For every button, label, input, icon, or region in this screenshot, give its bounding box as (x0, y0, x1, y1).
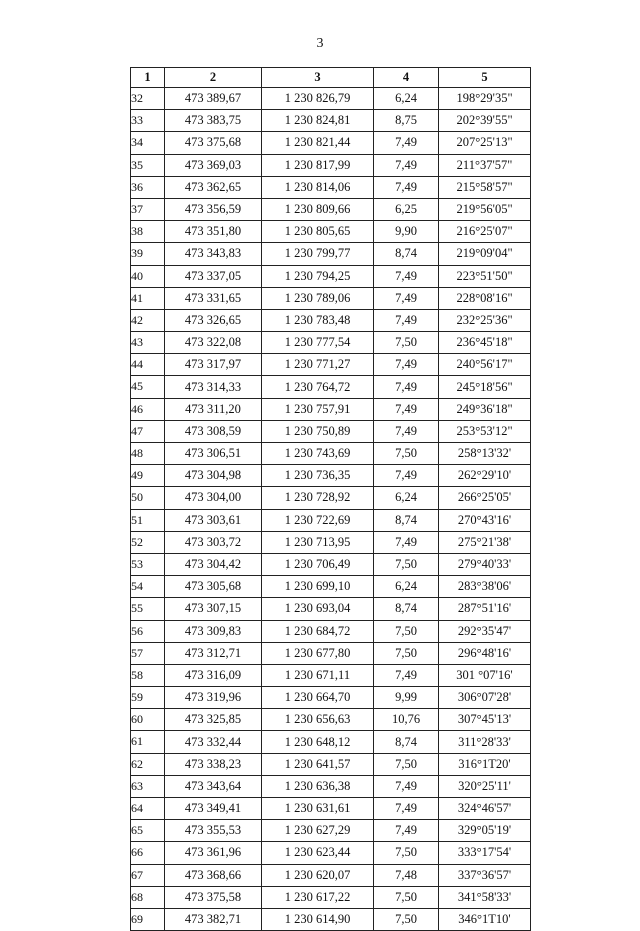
x-coordinate-cell: 473 332,44 (165, 731, 262, 753)
distance-cell: 7,49 (374, 354, 439, 376)
bearing-cell: 258°13'32' (439, 443, 531, 465)
x-coordinate-cell: 473 337,05 (165, 265, 262, 287)
y-coordinate-cell: 1 230 817,99 (262, 154, 374, 176)
table-row (131, 886, 531, 908)
distance-cell: 7,50 (374, 842, 439, 864)
distance-cell: 7,50 (374, 753, 439, 775)
y-coordinate-cell: 1 230 777,54 (262, 332, 374, 354)
x-coordinate-cell: 473 319,96 (165, 687, 262, 709)
point-number-cell: 37 (131, 198, 165, 220)
table-row (131, 553, 531, 575)
table-row (131, 287, 531, 309)
bearing-cell: 275°21'38' (439, 531, 531, 553)
point-number-cell: 32 (131, 88, 165, 110)
table-row (131, 753, 531, 775)
column-header-2: 2 (165, 68, 262, 88)
y-coordinate-cell: 1 230 821,44 (262, 132, 374, 154)
x-coordinate-cell: 473 326,65 (165, 309, 262, 331)
bearing-cell: 307°45'13' (439, 709, 531, 731)
y-coordinate-cell: 1 230 789,06 (262, 287, 374, 309)
point-number-cell: 52 (131, 531, 165, 553)
bearing-cell: 262°29'10' (439, 465, 531, 487)
distance-cell: 7,50 (374, 886, 439, 908)
table-row (131, 709, 531, 731)
bearing-cell: 219°09'04" (439, 243, 531, 265)
table-row (131, 842, 531, 864)
distance-cell: 7,49 (374, 420, 439, 442)
point-number-cell: 60 (131, 709, 165, 731)
y-coordinate-cell: 1 230 636,38 (262, 775, 374, 797)
table-row (131, 420, 531, 442)
distance-cell: 7,50 (374, 332, 439, 354)
distance-cell: 7,49 (374, 176, 439, 198)
y-coordinate-cell: 1 230 656,63 (262, 709, 374, 731)
y-coordinate-cell: 1 230 664,70 (262, 687, 374, 709)
distance-cell: 7,49 (374, 398, 439, 420)
point-number-cell: 62 (131, 753, 165, 775)
x-coordinate-cell: 473 382,71 (165, 908, 262, 930)
table-row (131, 376, 531, 398)
point-number-cell: 41 (131, 287, 165, 309)
column-header-5: 5 (439, 68, 531, 88)
x-coordinate-cell: 473 314,33 (165, 376, 262, 398)
point-number-cell: 56 (131, 620, 165, 642)
distance-cell: 7,49 (374, 798, 439, 820)
distance-cell: 7,50 (374, 620, 439, 642)
table-row (131, 265, 531, 287)
x-coordinate-cell: 473 375,68 (165, 132, 262, 154)
y-coordinate-cell: 1 230 757,91 (262, 398, 374, 420)
point-number-cell: 43 (131, 332, 165, 354)
bearing-cell: 324°46'57' (439, 798, 531, 820)
x-coordinate-cell: 473 304,42 (165, 553, 262, 575)
point-number-cell: 61 (131, 731, 165, 753)
point-number-cell: 53 (131, 553, 165, 575)
table-row (131, 221, 531, 243)
x-coordinate-cell: 473 304,98 (165, 465, 262, 487)
x-coordinate-cell: 473 368,66 (165, 864, 262, 886)
point-number-cell: 50 (131, 487, 165, 509)
bearing-cell: 198°29'35" (439, 88, 531, 110)
bearing-cell: 306°07'28' (439, 687, 531, 709)
y-coordinate-cell: 1 230 631,61 (262, 798, 374, 820)
distance-cell: 7,49 (374, 287, 439, 309)
y-coordinate-cell: 1 230 684,72 (262, 620, 374, 642)
bearing-cell: 283°38'06' (439, 576, 531, 598)
table-row (131, 110, 531, 132)
table-row (131, 664, 531, 686)
bearing-cell: 249°36'18" (439, 398, 531, 420)
distance-cell: 7,48 (374, 864, 439, 886)
column-header-3: 3 (262, 68, 374, 88)
point-number-cell: 36 (131, 176, 165, 198)
distance-cell: 7,49 (374, 664, 439, 686)
distance-cell: 7,50 (374, 642, 439, 664)
table-row (131, 864, 531, 886)
coordinates-table (130, 67, 531, 931)
x-coordinate-cell: 473 307,15 (165, 598, 262, 620)
x-coordinate-cell: 473 304,00 (165, 487, 262, 509)
x-coordinate-cell: 473 343,83 (165, 243, 262, 265)
distance-cell: 6,25 (374, 198, 439, 220)
distance-cell: 9,90 (374, 221, 439, 243)
table-row (131, 443, 531, 465)
point-number-cell: 67 (131, 864, 165, 886)
distance-cell: 9,99 (374, 687, 439, 709)
x-coordinate-cell: 473 303,61 (165, 509, 262, 531)
distance-cell: 7,49 (374, 376, 439, 398)
table-row (131, 88, 531, 110)
table-row (131, 731, 531, 753)
point-number-cell: 47 (131, 420, 165, 442)
point-number-cell: 54 (131, 576, 165, 598)
y-coordinate-cell: 1 230 671,11 (262, 664, 374, 686)
table-body (131, 88, 531, 931)
y-coordinate-cell: 1 230 814,06 (262, 176, 374, 198)
bearing-cell: 279°40'33' (439, 553, 531, 575)
y-coordinate-cell: 1 230 743,69 (262, 443, 374, 465)
table-row (131, 332, 531, 354)
table-row (131, 598, 531, 620)
distance-cell: 8,74 (374, 731, 439, 753)
table-row (131, 154, 531, 176)
column-header-1: 1 (131, 68, 165, 88)
bearing-cell: 215°58'57" (439, 176, 531, 198)
table-row (131, 132, 531, 154)
bearing-cell: 320°25'11' (439, 775, 531, 797)
point-number-cell: 49 (131, 465, 165, 487)
table-row (131, 243, 531, 265)
bearing-cell: 292°35'47' (439, 620, 531, 642)
table-row (131, 620, 531, 642)
point-number-cell: 63 (131, 775, 165, 797)
distance-cell: 7,49 (374, 820, 439, 842)
point-number-cell: 33 (131, 110, 165, 132)
table-header-row (131, 68, 531, 88)
bearing-cell: 287°51'16' (439, 598, 531, 620)
x-coordinate-cell: 473 349,41 (165, 798, 262, 820)
y-coordinate-cell: 1 230 794,25 (262, 265, 374, 287)
distance-cell: 7,49 (374, 132, 439, 154)
bearing-cell: 207°25'13" (439, 132, 531, 154)
x-coordinate-cell: 473 316,09 (165, 664, 262, 686)
distance-cell: 7,49 (374, 465, 439, 487)
point-number-cell: 69 (131, 908, 165, 930)
table-row (131, 198, 531, 220)
y-coordinate-cell: 1 230 693,04 (262, 598, 374, 620)
bearing-cell: 236°45'18" (439, 332, 531, 354)
table-row (131, 176, 531, 198)
bearing-cell: 219°56'05" (439, 198, 531, 220)
bearing-cell: 228°08'16" (439, 287, 531, 309)
point-number-cell: 38 (131, 221, 165, 243)
y-coordinate-cell: 1 230 722,69 (262, 509, 374, 531)
x-coordinate-cell: 473 369,03 (165, 154, 262, 176)
x-coordinate-cell: 473 356,59 (165, 198, 262, 220)
table-row (131, 309, 531, 331)
point-number-cell: 65 (131, 820, 165, 842)
y-coordinate-cell: 1 230 617,22 (262, 886, 374, 908)
y-coordinate-cell: 1 230 805,65 (262, 221, 374, 243)
point-number-cell: 34 (131, 132, 165, 154)
distance-cell: 8,74 (374, 509, 439, 531)
y-coordinate-cell: 1 230 641,57 (262, 753, 374, 775)
x-coordinate-cell: 473 325,85 (165, 709, 262, 731)
y-coordinate-cell: 1 230 826,79 (262, 88, 374, 110)
distance-cell: 7,49 (374, 265, 439, 287)
bearing-cell: 270°43'16' (439, 509, 531, 531)
bearing-cell: 223°51'50" (439, 265, 531, 287)
point-number-cell: 64 (131, 798, 165, 820)
x-coordinate-cell: 473 303,72 (165, 531, 262, 553)
x-coordinate-cell: 473 306,51 (165, 443, 262, 465)
x-coordinate-cell: 473 375,58 (165, 886, 262, 908)
bearing-cell: 337°36'57' (439, 864, 531, 886)
point-number-cell: 58 (131, 664, 165, 686)
bearing-cell: 316°1T20' (439, 753, 531, 775)
point-number-cell: 57 (131, 642, 165, 664)
point-number-cell: 68 (131, 886, 165, 908)
point-number-cell: 48 (131, 443, 165, 465)
point-number-cell: 66 (131, 842, 165, 864)
bearing-cell: 253°53'12" (439, 420, 531, 442)
bearing-cell: 232°25'36" (439, 309, 531, 331)
distance-cell: 8,75 (374, 110, 439, 132)
distance-cell: 6,24 (374, 88, 439, 110)
y-coordinate-cell: 1 230 799,77 (262, 243, 374, 265)
bearing-cell: 346°1T10' (439, 908, 531, 930)
table-row (131, 798, 531, 820)
x-coordinate-cell: 473 312,71 (165, 642, 262, 664)
y-coordinate-cell: 1 230 764,72 (262, 376, 374, 398)
table-row (131, 531, 531, 553)
bearing-cell: 333°17'54' (439, 842, 531, 864)
x-coordinate-cell: 473 322,08 (165, 332, 262, 354)
x-coordinate-cell: 473 361,96 (165, 842, 262, 864)
y-coordinate-cell: 1 230 706,49 (262, 553, 374, 575)
y-coordinate-cell: 1 230 771,27 (262, 354, 374, 376)
distance-cell: 7,49 (374, 154, 439, 176)
distance-cell: 7,50 (374, 443, 439, 465)
x-coordinate-cell: 473 309,83 (165, 620, 262, 642)
distance-cell: 6,24 (374, 487, 439, 509)
point-number-cell: 39 (131, 243, 165, 265)
distance-cell: 7,49 (374, 775, 439, 797)
bearing-cell: 311°28'33' (439, 731, 531, 753)
point-number-cell: 45 (131, 376, 165, 398)
point-number-cell: 44 (131, 354, 165, 376)
bearing-cell: 266°25'05' (439, 487, 531, 509)
x-coordinate-cell: 473 308,59 (165, 420, 262, 442)
y-coordinate-cell: 1 230 750,89 (262, 420, 374, 442)
point-number-cell: 59 (131, 687, 165, 709)
point-number-cell: 51 (131, 509, 165, 531)
column-header-4: 4 (374, 68, 439, 88)
x-coordinate-cell: 473 355,53 (165, 820, 262, 842)
x-coordinate-cell: 473 362,65 (165, 176, 262, 198)
table-row (131, 642, 531, 664)
distance-cell: 10,76 (374, 709, 439, 731)
y-coordinate-cell: 1 230 677,80 (262, 642, 374, 664)
bearing-cell: 202°39'55" (439, 110, 531, 132)
y-coordinate-cell: 1 230 699,10 (262, 576, 374, 598)
table-row (131, 687, 531, 709)
bearing-cell: 301 °07'16' (439, 664, 531, 686)
point-number-cell: 46 (131, 398, 165, 420)
distance-cell: 7,50 (374, 553, 439, 575)
bearing-cell: 341°58'33' (439, 886, 531, 908)
page-number: 3 (316, 36, 324, 51)
bearing-cell: 216°25'07" (439, 221, 531, 243)
table-row (131, 354, 531, 376)
distance-cell: 8,74 (374, 243, 439, 265)
y-coordinate-cell: 1 230 614,90 (262, 908, 374, 930)
y-coordinate-cell: 1 230 783,48 (262, 309, 374, 331)
distance-cell: 8,74 (374, 598, 439, 620)
x-coordinate-cell: 473 343,64 (165, 775, 262, 797)
distance-cell: 7,50 (374, 908, 439, 930)
y-coordinate-cell: 1 230 713,95 (262, 531, 374, 553)
table-row (131, 509, 531, 531)
bearing-cell: 245°18'56" (439, 376, 531, 398)
x-coordinate-cell: 473 317,97 (165, 354, 262, 376)
table-row (131, 908, 531, 930)
y-coordinate-cell: 1 230 627,29 (262, 820, 374, 842)
y-coordinate-cell: 1 230 648,12 (262, 731, 374, 753)
table-row (131, 487, 531, 509)
distance-cell: 7,49 (374, 531, 439, 553)
distance-cell: 7,49 (374, 309, 439, 331)
x-coordinate-cell: 473 331,65 (165, 287, 262, 309)
y-coordinate-cell: 1 230 728,92 (262, 487, 374, 509)
table-row (131, 465, 531, 487)
y-coordinate-cell: 1 230 623,44 (262, 842, 374, 864)
bearing-cell: 240°56'17" (439, 354, 531, 376)
point-number-cell: 55 (131, 598, 165, 620)
point-number-cell: 40 (131, 265, 165, 287)
y-coordinate-cell: 1 230 736,35 (262, 465, 374, 487)
x-coordinate-cell: 473 338,23 (165, 753, 262, 775)
bearing-cell: 329°05'19' (439, 820, 531, 842)
bearing-cell: 211°37'57" (439, 154, 531, 176)
x-coordinate-cell: 473 383,75 (165, 110, 262, 132)
y-coordinate-cell: 1 230 824,81 (262, 110, 374, 132)
point-number-cell: 35 (131, 154, 165, 176)
table-row (131, 398, 531, 420)
point-number-cell: 42 (131, 309, 165, 331)
y-coordinate-cell: 1 230 620,07 (262, 864, 374, 886)
x-coordinate-cell: 473 311,20 (165, 398, 262, 420)
table-row (131, 576, 531, 598)
table-row (131, 775, 531, 797)
x-coordinate-cell: 473 351,80 (165, 221, 262, 243)
y-coordinate-cell: 1 230 809,66 (262, 198, 374, 220)
distance-cell: 6,24 (374, 576, 439, 598)
x-coordinate-cell: 473 305,68 (165, 576, 262, 598)
table-row (131, 820, 531, 842)
x-coordinate-cell: 473 389,67 (165, 88, 262, 110)
bearing-cell: 296°48'16' (439, 642, 531, 664)
